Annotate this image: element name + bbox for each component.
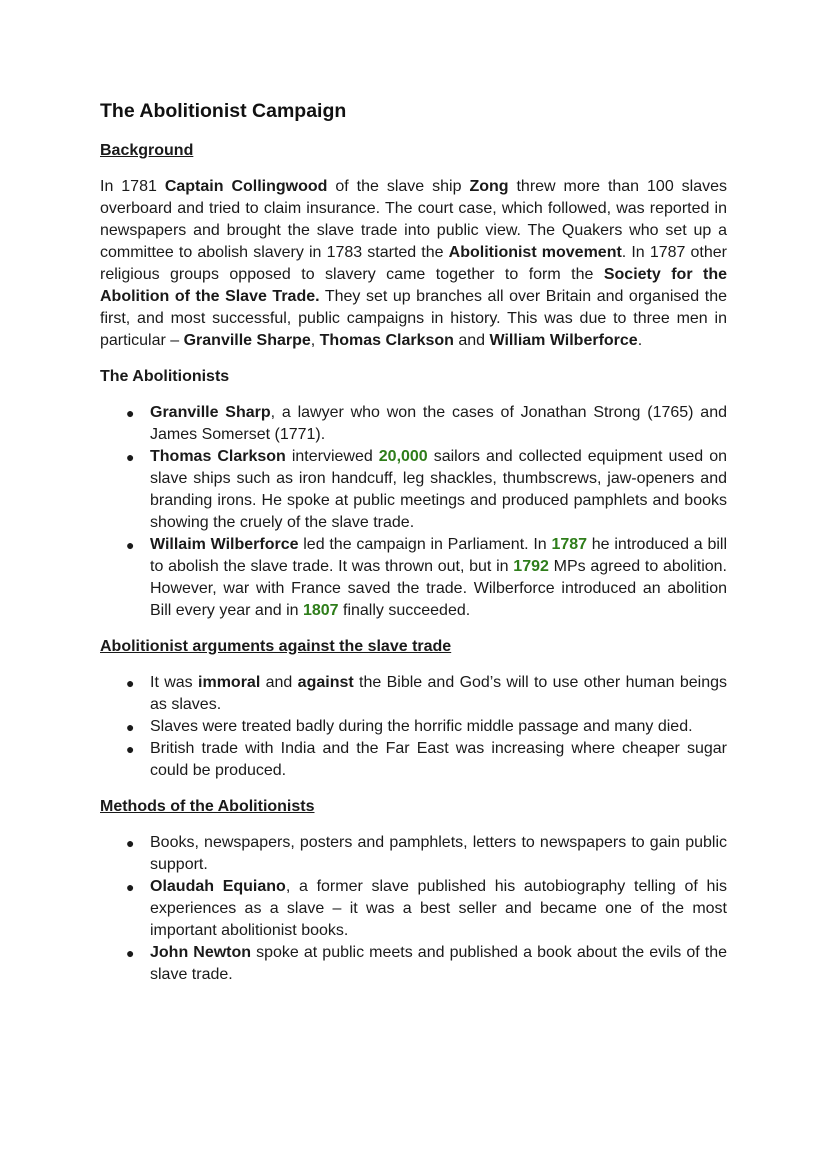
document-content: [100, 98, 727, 1000]
text-run: led the campaign in Parliament. In: [298, 536, 552, 553]
bold-text: William Wilberforce: [489, 332, 638, 349]
bullet-icon: ●: [126, 675, 135, 691]
bullet-icon: ●: [126, 405, 135, 421]
bold-text: Olaudah Equiano: [150, 878, 286, 895]
text-run: Slaves were treated badly during the horrific middle passage and many died.: [150, 718, 693, 735]
bold-text: Thomas Clarkson: [150, 448, 286, 465]
bold-text: Willaim Wilberforce: [150, 536, 299, 553]
text-run: ,: [310, 332, 320, 349]
list-item: [100, 876, 727, 942]
arguments-list: [100, 672, 727, 782]
text-run: . In 1787 other religious groups opposed to slavery came together to form the: [100, 244, 727, 283]
list-item: [100, 832, 727, 876]
abolitionists-list: [100, 402, 727, 622]
bold-text: Captain Collingwood: [164, 178, 328, 195]
text-run: and: [260, 674, 298, 691]
bullet-icon: ●: [126, 537, 135, 553]
bold-text: immoral: [198, 674, 261, 691]
bullet-icon: ●: [126, 835, 135, 851]
text-run: finally succeeded.: [338, 602, 471, 619]
bullet-icon: ●: [126, 719, 135, 735]
text-run: It was: [150, 674, 199, 691]
text-run: interviewed: [285, 448, 379, 465]
bold-text: Society for the Abolition of the Slave Trade.: [100, 266, 728, 305]
text-run: .: [637, 332, 643, 349]
list-item: [100, 942, 727, 986]
bullet-icon: ●: [126, 741, 135, 757]
text-run: In 1781: [100, 178, 165, 195]
methods-heading: Methods of the Abolitionists: [100, 798, 315, 815]
highlighted-number: 1792: [513, 558, 549, 575]
bold-text: Granville Sharp: [150, 404, 271, 421]
highlighted-number: 20,000: [378, 448, 428, 465]
text-run: sailors and collected equipment used on slave ships such as iron handcuff, leg shackles, thumbscrews, jaw-openers and branding irons. He spoke at public meetings and produced pamphlets and books showing the cruely of the slave trade.: [150, 448, 727, 531]
text-run: They set up branches all over Britain and organised the first, and most successful, public campaigns in history. This was due to three men in particular –: [100, 288, 728, 349]
text-run: spoke at public meets and published a book about the evils of the slave trade.: [150, 944, 727, 983]
methods-list: [100, 832, 727, 986]
list-item: [100, 534, 727, 622]
list-item: [100, 738, 727, 782]
bold-text: Granville Sharpe: [183, 332, 311, 349]
text-run: , a former slave published his autobiography telling of his experiences as a slave – it was a best seller and became one of the most important abolitionist books.: [150, 878, 728, 939]
list-item: [100, 446, 727, 534]
page-title: The Abolitionist Campaign: [100, 100, 347, 122]
bullet-icon: ●: [126, 449, 135, 465]
highlighted-number: 1807: [302, 602, 339, 619]
text-run: , a lawyer who won the cases of Jonathan Strong (1765) and James Somerset (1771).: [150, 404, 728, 443]
arguments-heading: Abolitionist arguments against the slave trade: [100, 638, 452, 655]
text-run: MPs agreed to abolition. However, war with France saved the trade. Wilberforce introduced an abolition Bill every year and in: [150, 558, 728, 619]
bullet-icon: ●: [126, 879, 135, 895]
bold-text: against: [297, 674, 354, 691]
text-run: the Bible and God’s will to use other human beings as slaves.: [150, 674, 728, 713]
text-run: Books, newspapers, posters and pamphlets, letters to newspapers to gain public support.: [150, 834, 727, 873]
bold-text: Thomas Clarkson: [319, 332, 454, 349]
text-run: and: [453, 332, 490, 349]
highlighted-number: 1787: [551, 536, 588, 553]
background-paragraph: [100, 176, 727, 352]
bold-text: John Newton: [150, 944, 252, 961]
text-run: threw more than 100 slaves overboard and tried to claim insurance. The court case, which followed, was reported in newspapers and brought the slave trade into public view. The Quakers who set up a committee to abolish slavery in 1783 started the: [100, 178, 728, 261]
abolitionists-heading: The Abolitionists: [100, 368, 230, 385]
list-item: [100, 402, 727, 446]
list-item: [100, 672, 727, 716]
background-heading: Background: [100, 142, 194, 159]
bullet-icon: ●: [126, 945, 135, 961]
text-run: British trade with India and the Far East was increasing where cheaper sugar could be produced.: [150, 740, 727, 779]
list-item: [100, 716, 727, 738]
text-run: of the slave ship: [327, 178, 470, 195]
text-run: he introduced a bill to abolish the slave trade. It was thrown out, but in: [150, 536, 728, 575]
bold-text: Zong: [469, 178, 509, 195]
bold-text: Abolitionist movement: [448, 244, 622, 261]
